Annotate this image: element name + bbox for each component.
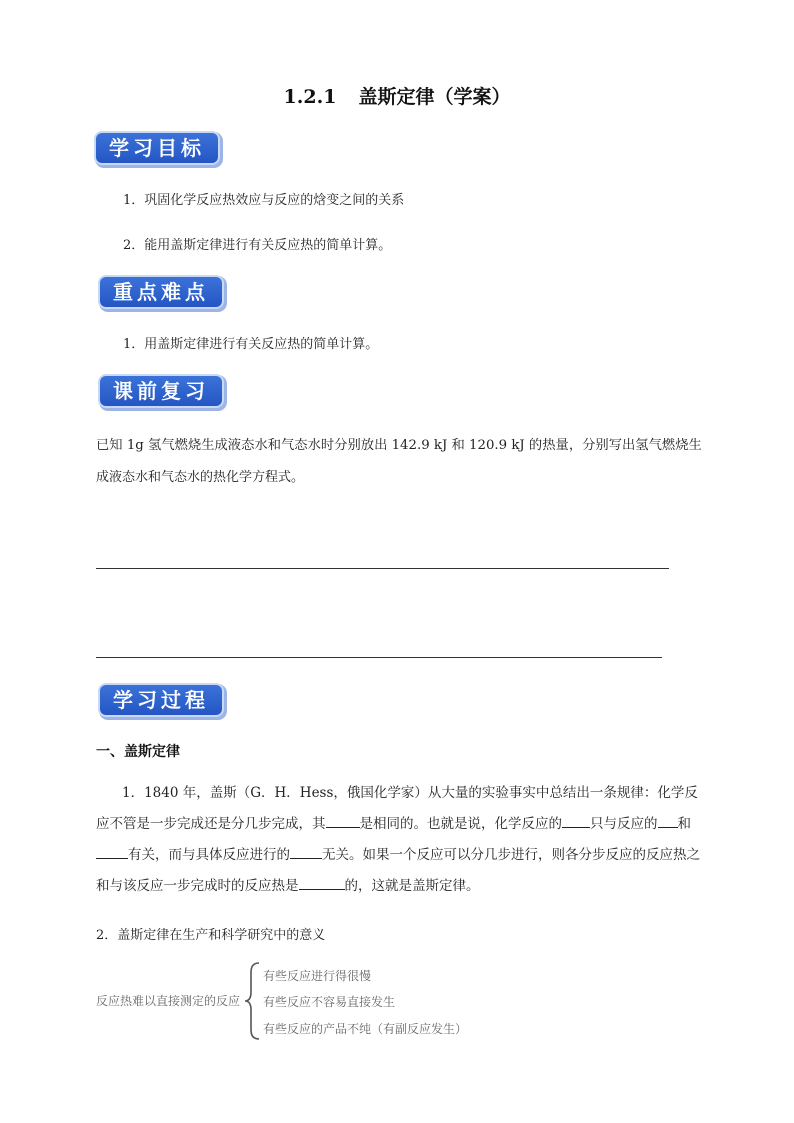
para-text-i: 的，这就是盖斯定律。 <box>344 878 480 894</box>
section-heading-hess-law: 一、盖斯定律 <box>96 744 180 760</box>
review-badge: 课前复习 <box>100 376 222 406</box>
para-text-h: 应热之和与该反应一步完成时的反应热是 <box>96 847 700 894</box>
fill-blank-5[interactable] <box>290 844 322 859</box>
para-text-d: 只与反应的 <box>590 816 658 832</box>
answer-line-1[interactable] <box>96 568 669 569</box>
goal-item-2: 2．能用盖斯定律进行有关反应热的简单计算。 <box>123 238 392 253</box>
review-question-line-1: 已知 1g 氢气燃烧生成液态水和气态水时分别放出 142.9 kJ 和 120.9 kJ 的热量，分别写出氢气燃烧生 <box>96 438 702 453</box>
key-points-badge: 重点难点 <box>100 277 222 307</box>
reaction-heat-diagram <box>96 960 496 1044</box>
para-text-f: 有关，而与具体反应进行的 <box>128 847 290 863</box>
process-badge: 学习过程 <box>100 685 222 715</box>
review-question-line-2: 成液态水和气态水的热化学方程式。 <box>96 470 305 485</box>
fill-blank-2[interactable] <box>562 813 590 828</box>
fill-blank-1[interactable] <box>326 813 360 828</box>
para-text-e: 和 <box>677 816 691 832</box>
para-text-g: 无关。如果一个反应可以分几步进行，则各分步反应的反 <box>322 847 660 863</box>
significance-heading: 2．盖斯定律在生产和科学研究中的意义 <box>96 928 326 943</box>
fill-blank-6[interactable] <box>299 875 345 890</box>
para-text-c: 是相同的。也就是说，化学反应的 <box>359 816 562 832</box>
para-text-b: 应不管是一步完成还是分几步完成，其 <box>96 816 326 832</box>
diagram-item-3: 有些反应的产品不纯（有副反应发生） <box>263 1022 468 1036</box>
fill-blank-3[interactable] <box>658 813 678 828</box>
hess-law-paragraph <box>96 778 704 902</box>
key-point-item-1: 1．用盖斯定律进行有关反应热的简单计算。 <box>123 337 379 352</box>
answer-line-2[interactable] <box>96 657 662 658</box>
diagram-item-2: 有些反应不容易直接发生 <box>263 995 396 1009</box>
title-text: 盖斯定律（学案） <box>358 86 511 108</box>
goals-badge: 学习目标 <box>96 133 218 163</box>
fill-blank-4[interactable] <box>96 844 128 859</box>
goal-item-1: 1．巩固化学反应热效应与反应的焓变之间的关系 <box>123 193 405 208</box>
para-text-a: 1．1840 年，盖斯（G．H．Hess，俄国化学家）从大量的实验事实中总结出一条规律：化学反 <box>122 785 698 801</box>
title-number: 1.2.1 <box>283 86 337 108</box>
page-title <box>0 82 794 109</box>
diagram-left-label: 反应热难以直接测定的反应 <box>96 994 241 1008</box>
diagram-item-1: 有些反应进行得很慢 <box>263 969 372 983</box>
curly-brace-icon <box>242 960 262 1042</box>
